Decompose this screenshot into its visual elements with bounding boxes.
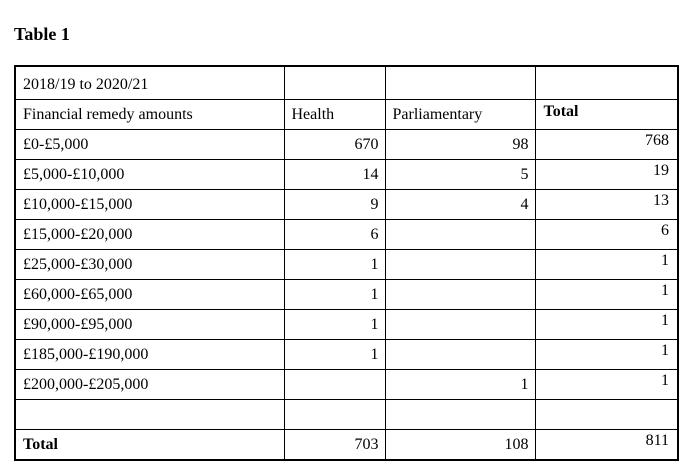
empty-cell <box>15 400 284 430</box>
amount-row <box>15 370 678 400</box>
parliamentary-value: 98 <box>385 130 535 160</box>
amount-row <box>15 130 678 160</box>
parliamentary-value <box>385 220 535 250</box>
empty-cell <box>385 400 535 430</box>
column-header-parliamentary: Parliamentary <box>385 100 535 130</box>
total-value: 1 <box>535 310 678 340</box>
amount-range-label: £5,000-£10,000 <box>15 160 284 190</box>
amount-range-label: £90,000-£95,000 <box>15 310 284 340</box>
amount-range-label: £15,000-£20,000 <box>15 220 284 250</box>
column-header-amounts: Financial remedy amounts <box>15 100 284 130</box>
total-value: 1 <box>535 280 678 310</box>
total-value: 1 <box>535 370 678 400</box>
amount-row <box>15 280 678 310</box>
amount-range-label: £25,000-£30,000 <box>15 250 284 280</box>
health-value: 1 <box>284 280 385 310</box>
parliamentary-value <box>385 250 535 280</box>
parliamentary-value <box>385 340 535 370</box>
health-value: 9 <box>284 190 385 220</box>
column-header-total: Total <box>535 100 678 130</box>
total-value: 1 <box>535 250 678 280</box>
parliamentary-value: 4 <box>385 190 535 220</box>
health-value: 6 <box>284 220 385 250</box>
health-value: 1 <box>284 340 385 370</box>
amount-range-label: £0-£5,000 <box>15 130 284 160</box>
amount-row <box>15 220 678 250</box>
table-title: Table 1 <box>14 24 70 44</box>
empty-cell <box>284 66 385 100</box>
health-value: 670 <box>284 130 385 160</box>
totals-total-value: 811 <box>535 430 678 461</box>
period-row <box>15 66 678 100</box>
parliamentary-value: 5 <box>385 160 535 190</box>
health-value: 1 <box>284 310 385 340</box>
empty-cell <box>535 400 678 430</box>
amount-row <box>15 250 678 280</box>
total-value: 1 <box>535 340 678 370</box>
amount-row <box>15 340 678 370</box>
health-value <box>284 370 385 400</box>
amount-range-label: £200,000-£205,000 <box>15 370 284 400</box>
amount-range-label: £10,000-£15,000 <box>15 190 284 220</box>
totals-row <box>15 430 678 461</box>
totals-row-label: Total <box>15 430 284 461</box>
period-header-cell: 2018/19 to 2020/21 <box>15 66 284 100</box>
empty-cell <box>284 400 385 430</box>
amount-range-label: £60,000-£65,000 <box>15 280 284 310</box>
total-value: 19 <box>535 160 678 190</box>
total-value: 6 <box>535 220 678 250</box>
header-row <box>15 100 678 130</box>
amount-row <box>15 190 678 220</box>
total-value: 768 <box>535 130 678 160</box>
health-value: 14 <box>284 160 385 190</box>
totals-parliamentary-value: 108 <box>385 430 535 461</box>
totals-health-value: 703 <box>284 430 385 461</box>
parliamentary-value <box>385 280 535 310</box>
amount-range-label: £185,000-£190,000 <box>15 340 284 370</box>
amount-row <box>15 310 678 340</box>
amount-row <box>15 160 678 190</box>
parliamentary-value: 1 <box>385 370 535 400</box>
spacer-row <box>15 400 678 430</box>
total-value: 13 <box>535 190 678 220</box>
health-value: 1 <box>284 250 385 280</box>
table-body <box>15 66 678 460</box>
financial-remedy-table <box>14 65 679 461</box>
empty-cell <box>385 66 535 100</box>
empty-cell <box>535 66 678 100</box>
column-header-health: Health <box>284 100 385 130</box>
parliamentary-value <box>385 310 535 340</box>
